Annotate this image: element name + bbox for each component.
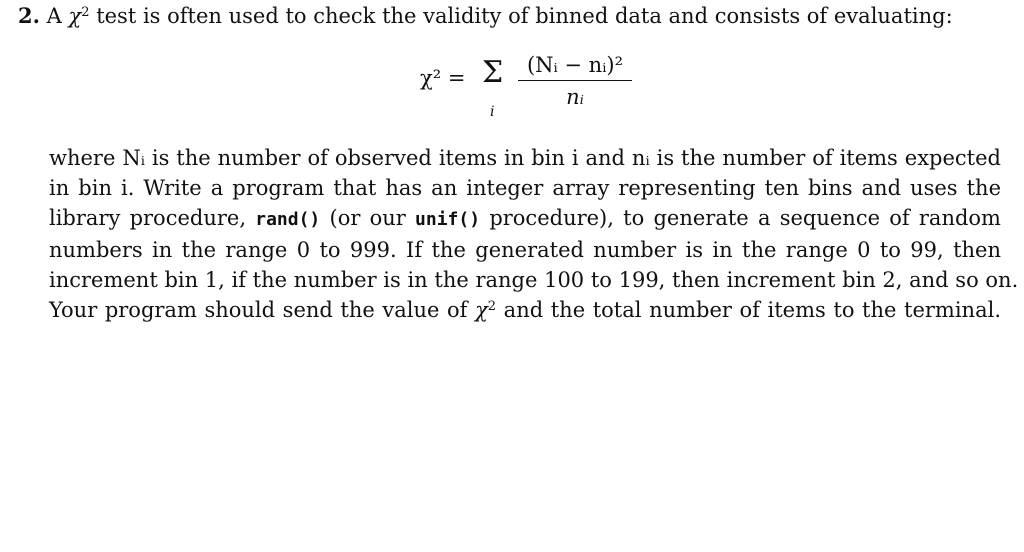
paragraph-line-6: [49, 295, 1001, 325]
paragraph-line-3: [49, 203, 1001, 235]
line3-text-a: library procedure,: [49, 206, 246, 230]
paragraph-line-4: numbers in the range 0 to 999. If the generated number is in the range 0 to 99, then: [49, 238, 1001, 262]
line6-text-a: Your program should send the value of: [49, 298, 468, 322]
line3-text-b: (or our: [329, 206, 406, 230]
summation-symbol: Σ: [482, 55, 504, 90]
intro-text-b: test is often used to check the validity of binned data and consists of evaluating:: [96, 4, 953, 28]
line3-text-c: procedure), to generate a sequence of random: [489, 206, 1001, 230]
paragraph-line-1: where Nᵢ is the number of observed items in bin i and nᵢ is the number of items expected: [49, 146, 1001, 170]
unif-code: unif(): [415, 209, 481, 230]
paragraph-line-2: in bin i. Write a program that has an integer array representing ten bins and uses the: [49, 176, 1001, 200]
chi-symbol: χ: [68, 4, 82, 28]
chi-square-equation: [412, 52, 642, 132]
summation-index: i: [490, 104, 495, 120]
description-paragraph: [49, 143, 1019, 325]
rand-code: rand(): [255, 209, 321, 230]
fraction-bar: [518, 80, 632, 81]
paragraph-line-5: increment bin 1, if the number is in the range 100 to 199, then increment bin 2, and so on.: [49, 268, 1019, 292]
line6-chi-exponent: 2: [487, 299, 497, 314]
fraction-numerator: (Nᵢ − nᵢ)²: [526, 53, 624, 77]
equation-lhs: χ² =: [420, 66, 466, 90]
fraction-denominator: nᵢ: [566, 85, 584, 109]
line6-chi-symbol: χ: [475, 298, 488, 322]
line6-text-b: and the total number of items to the terminal.: [503, 298, 1001, 322]
intro-text-a: A: [46, 4, 62, 28]
equation-fraction: [518, 52, 632, 110]
chi-exponent: 2: [81, 5, 90, 20]
problem-statement-line: [18, 2, 953, 30]
problem-number: 2.: [18, 3, 40, 28]
